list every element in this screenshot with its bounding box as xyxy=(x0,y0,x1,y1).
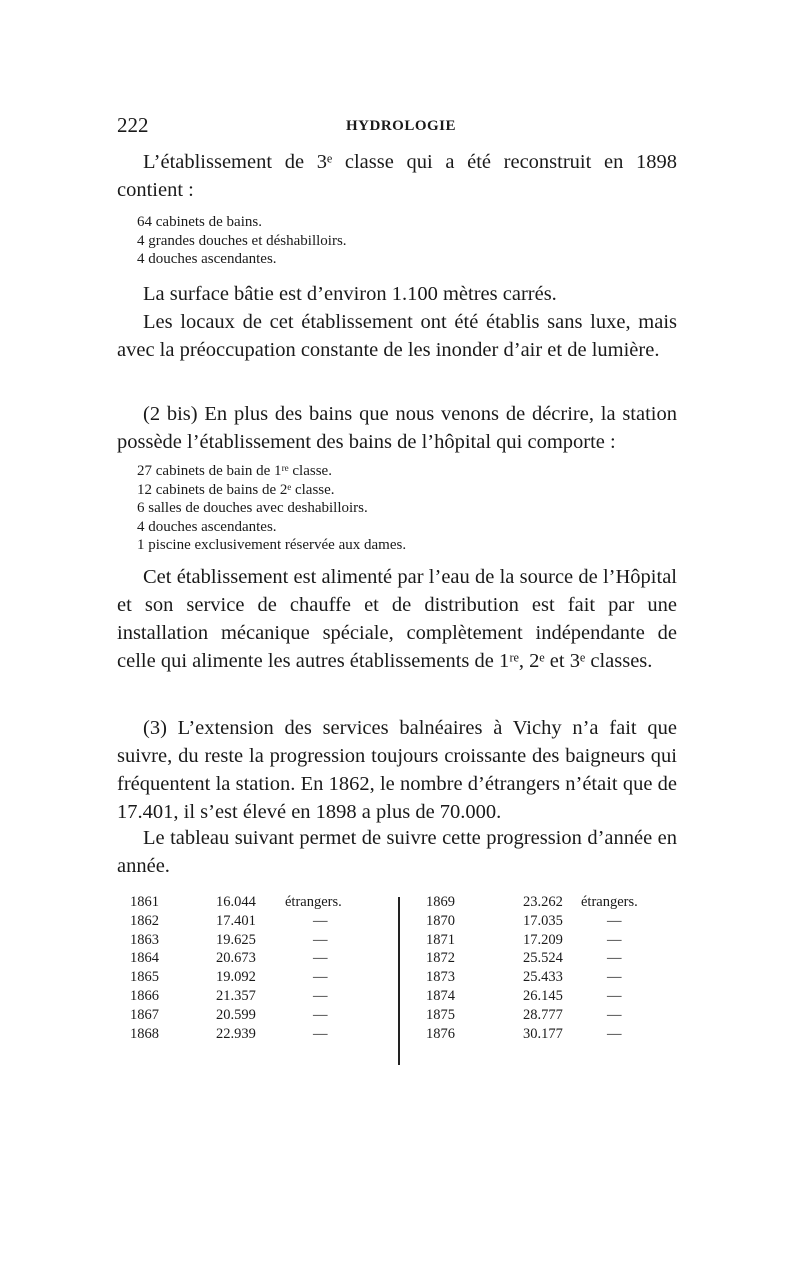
left-units-column xyxy=(285,893,385,1043)
paragraph-4 xyxy=(117,400,677,456)
table-cell: — xyxy=(313,950,328,967)
table-cell: 1864 xyxy=(130,950,159,967)
paragraph-4-text: (2 bis) En plus des bains que nous venons de décrire, la station possède l’établissement des bains de l’hôpital qui comporte : xyxy=(117,403,677,453)
paragraph-3 xyxy=(117,308,677,364)
table-cell: 1868 xyxy=(130,1025,159,1042)
table-cell: 25.433 xyxy=(523,969,563,986)
table-cell: 21.357 xyxy=(216,987,256,1004)
table-cell: 1866 xyxy=(130,987,159,1004)
right-values-column xyxy=(523,893,563,1043)
paragraph-6-text: (3) L’extension des services balnéaires à Vichy n’a fait que suivre, du reste la progression toujours croissante des baigneurs qui fréquentent la station. En 1862, le nombre d’étrangers n’était que de 17.401, il s’est élevé en 1898 a plus de 70.000. xyxy=(117,717,677,823)
list-item: 4 douches ascendantes. xyxy=(137,251,277,267)
table-cell: étrangers. xyxy=(285,894,342,910)
page-header xyxy=(117,113,677,139)
table-cell: 1865 xyxy=(130,969,159,986)
table-cell: — xyxy=(607,969,622,986)
paragraph-2 xyxy=(117,280,677,308)
paragraph-1-text: L’établissement de 3ᵉ classe qui a été reconstruit en 1898 contient : xyxy=(117,151,677,201)
table-cell: 26.145 xyxy=(523,987,563,1004)
paragraph-5-text: Cet établissement est alimenté par l’eau de la source de l’Hôpital et son service de chauffe et de distribution est fait par une installation mécanique spéciale, complètement indépendante de celle qui alimente les autres établissements de 1ʳᵉ, 2ᵉ et 3ᵉ classes. xyxy=(117,566,677,672)
table-cell: — xyxy=(313,931,328,948)
list-item: 6 salles de douches avec deshabilloirs. xyxy=(137,500,368,516)
table-cell: — xyxy=(607,1025,622,1042)
paragraph-7 xyxy=(117,824,677,880)
table-cell: 1876 xyxy=(426,1025,455,1042)
table-cell: 1872 xyxy=(426,950,455,967)
table-cell: — xyxy=(607,950,622,967)
table-cell: 19.625 xyxy=(216,931,256,948)
table-cell: 1867 xyxy=(130,1006,159,1023)
table-cell: 1873 xyxy=(426,969,455,986)
table-cell: 28.777 xyxy=(523,1006,563,1023)
list-item: 12 cabinets de bains de 2ᵉ classe. xyxy=(137,481,335,498)
table-cell: — xyxy=(313,912,328,929)
table-cell: 22.939 xyxy=(216,1025,256,1042)
table-cell: 1874 xyxy=(426,987,455,1004)
paragraph-2-text: La surface bâtie est d’environ 1.100 mètres carrés. xyxy=(143,283,557,305)
table-cell: — xyxy=(313,1025,328,1042)
paragraph-5 xyxy=(117,563,677,675)
table-cell: — xyxy=(313,969,328,986)
list-2 xyxy=(137,462,406,555)
table-cell: — xyxy=(607,1006,622,1023)
left-years-column xyxy=(130,893,159,1043)
table-cell: 17.209 xyxy=(523,931,563,948)
table-cell: — xyxy=(607,912,622,929)
column-divider xyxy=(398,897,400,1065)
page-number: 222 xyxy=(117,113,149,137)
table-cell: 1861 xyxy=(130,894,159,910)
list-item: 1 piscine exclusivement réservée aux dames. xyxy=(137,537,407,553)
right-units-column xyxy=(581,893,670,1043)
table-cell: 20.599 xyxy=(216,1006,256,1023)
table-cell: 1863 xyxy=(130,931,159,948)
left-values-column xyxy=(216,893,256,1043)
running-title: HYDROLOGIE xyxy=(346,118,457,134)
table-cell: 17.035 xyxy=(523,912,563,929)
table-cell: 23.262 xyxy=(523,894,563,910)
list-item: 4 douches ascendantes. xyxy=(137,518,277,535)
paragraph-3-text: Les locaux de cet établissement ont été établis sans luxe, mais avec la préoccupation constante de les inonder d’air et de lumière. xyxy=(117,311,677,361)
table-cell: 20.673 xyxy=(216,950,256,967)
table-cell: 1871 xyxy=(426,931,455,948)
list-item: 64 cabinets de bains. xyxy=(137,214,262,230)
table-cell: — xyxy=(313,1006,328,1023)
table-cell: 1875 xyxy=(426,1006,455,1023)
paragraph-6 xyxy=(117,714,677,826)
table-cell: 16.044 xyxy=(216,894,256,910)
list-item: 27 cabinets de bain de 1ʳᵉ classe. xyxy=(137,463,332,479)
table-cell: 19.092 xyxy=(216,969,256,986)
list-item: 4 grandes douches et déshabilloirs. xyxy=(137,232,347,249)
table-cell: 1870 xyxy=(426,912,455,929)
visitors-table xyxy=(130,893,670,1073)
list-1 xyxy=(137,213,347,269)
table-cell: — xyxy=(607,987,622,1004)
paragraph-1 xyxy=(117,148,677,204)
table-cell: — xyxy=(607,931,622,948)
paragraph-7-text: Le tableau suivant permet de suivre cette progression d’année en année. xyxy=(117,827,677,877)
table-cell: 30.177 xyxy=(523,1025,563,1042)
table-cell: — xyxy=(313,987,328,1004)
table-cell: 1862 xyxy=(130,912,159,929)
table-cell: 17.401 xyxy=(216,912,256,929)
right-years-column xyxy=(426,893,455,1043)
table-cell: 25.524 xyxy=(523,950,563,967)
table-cell: 1869 xyxy=(426,894,455,910)
table-cell: étrangers. xyxy=(581,894,638,910)
